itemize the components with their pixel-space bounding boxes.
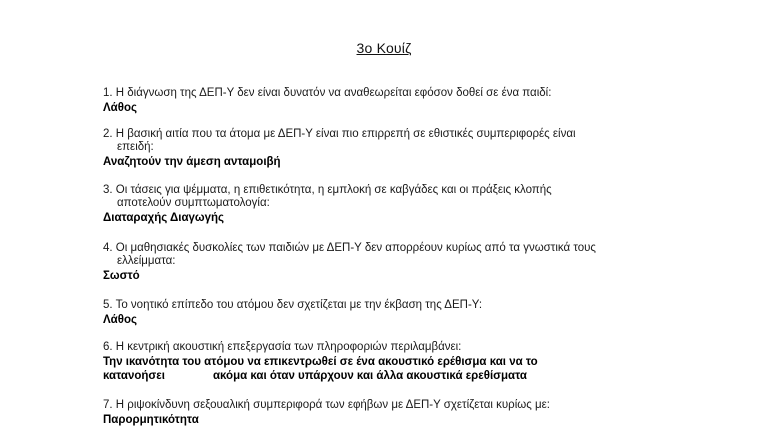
answer-text (103, 155, 663, 169)
question-text (103, 87, 663, 100)
page-title: 3ο Κουίζ (356, 40, 412, 56)
answer-line: Λάθος (103, 102, 137, 114)
answer-text (103, 101, 663, 115)
question-line: 2. Η βασική αιτία που τα άτομα με ΔΕΠ-Υ είναι πιο επιρρεπή σε εθιστικές συμπεριφορές είναι (103, 128, 576, 140)
quiz-item (103, 87, 663, 115)
question-line: 3. Οι τάσεις για ψέμματα, η επιθετικότητα, η εμπλοκή σε καβγάδες και οι πράξεις κλοπής (103, 184, 552, 196)
answer-line: Διαταραχής Διαγωγής (103, 212, 225, 224)
question-line: 4. Οι μαθησιακές δυσκολίες των παιδιών με ΔΕΠ-Υ δεν απορρέουν κυρίως από τα γνωστικά τους (103, 242, 596, 254)
answer-text (103, 269, 663, 283)
answer-text (103, 355, 663, 383)
question-text (103, 128, 663, 154)
answer-line: Την ικανότητα του ατόμου να επικεντρωθεί σε ένα ακουστικό ερέθισμα και να το (103, 356, 538, 368)
answer-line: Αναζητούν την άμεση ανταμοιβή (103, 156, 281, 168)
answer-text (103, 313, 663, 327)
answer-line-2-end: ακόμα και όταν υπάρχουν και άλλα ακουστικά ερεθίσματα (212, 370, 528, 382)
question-line: 1. Η διάγνωση της ΔΕΠ-Υ δεν είναι δυνατόν να αναθεωρείται εφόσον δοθεί σε ένα παιδί: (103, 87, 552, 99)
question-line-continuation: ελλείμματα: (117, 255, 176, 267)
question-line: 5. Το νοητικό επίπεδο του ατόμου δεν σχετίζεται με την έκβαση της ΔΕΠ-Υ: (103, 299, 483, 311)
answer-line-2-start: κατανοήσει (103, 370, 165, 382)
quiz-item (103, 341, 663, 383)
answer-line: Σωστό (103, 270, 140, 282)
answer-text (103, 211, 663, 225)
answer-line: Παρορμητικότητα (103, 414, 199, 426)
question-line: 7. Η ριψοκίνδυνη σεξουαλική συμπεριφορά των εφήβων με ΔΕΠ-Υ σχετίζεται κυρίως με: (103, 399, 550, 411)
answer-text (103, 413, 663, 427)
question-line-continuation: αποτελούν συμπτωματολογία: (117, 197, 270, 209)
quiz-item (103, 128, 663, 169)
question-line: 6. Η κεντρική ακουστική επεξεργασία των πληροφοριών περιλαμβάνει: (103, 341, 462, 353)
question-text (103, 399, 663, 412)
question-text (103, 242, 663, 268)
question-line-continuation: επειδή: (117, 141, 154, 153)
question-text (103, 299, 663, 312)
answer-line: Λάθος (103, 314, 137, 326)
quiz-item (103, 242, 663, 283)
quiz-item (103, 299, 663, 327)
quiz-item (103, 184, 663, 225)
question-text (103, 341, 663, 354)
quiz-item (103, 399, 663, 427)
answer-line-2 (103, 369, 663, 383)
question-text (103, 184, 663, 210)
